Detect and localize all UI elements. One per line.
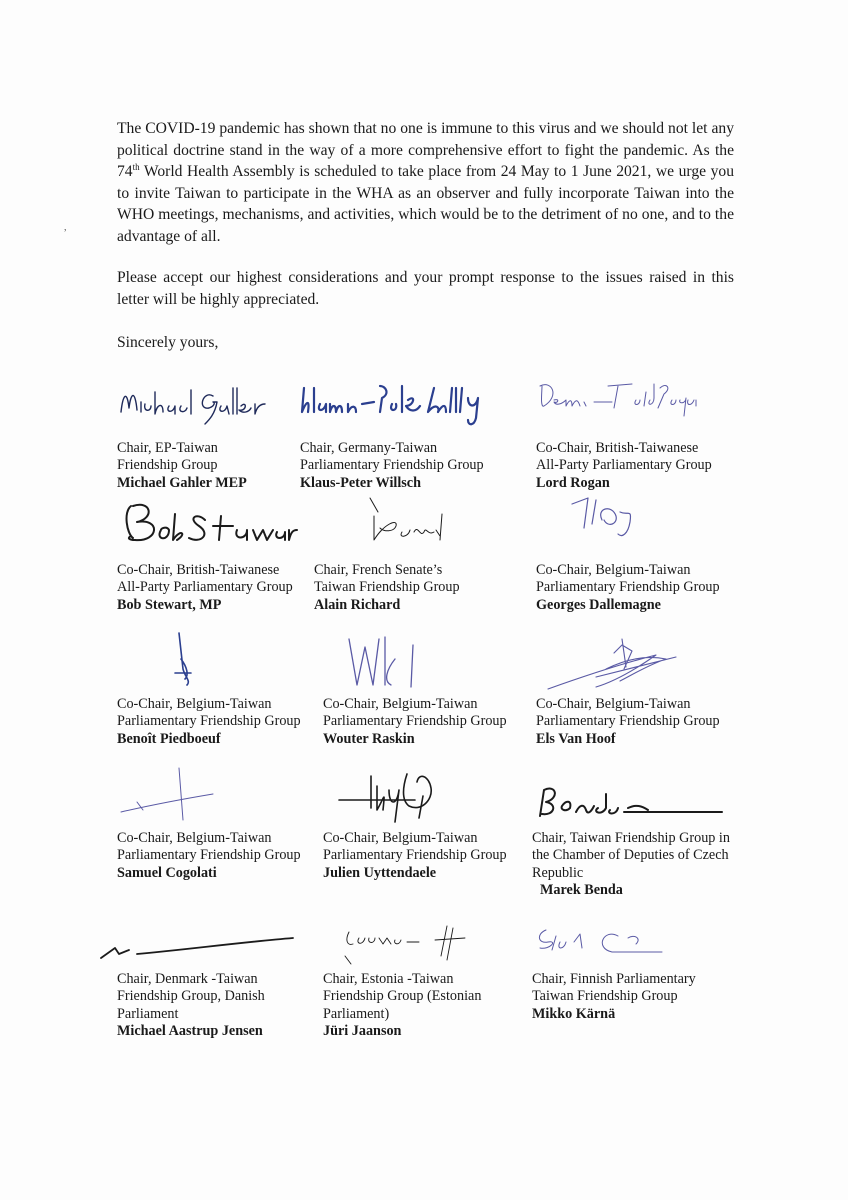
ordinal-superscript: th	[132, 161, 140, 172]
handwritten-signature	[300, 372, 500, 432]
signatory-name: Alain Richard	[314, 596, 401, 613]
signatory-role: Parliamentary Friendship Group	[536, 579, 720, 596]
handwritten-signature	[314, 494, 444, 554]
handwritten-signature	[532, 766, 722, 836]
signatory-role: the Chamber of Deputies of Czech	[532, 847, 729, 864]
handwritten-signature	[532, 920, 692, 970]
handwritten-signature	[117, 629, 237, 699]
signatory-name: Michael Aastrup Jensen	[117, 1023, 263, 1040]
signatory-role: Parliamentary Friendship Group	[117, 847, 301, 864]
signatory-role: Parliament	[117, 1005, 179, 1022]
paragraph-covid-text-b: World Health Assembly is scheduled to take place from 24 May to 1 June 2021, we urge you to invite Taiwan to participate in the WHA as an observer and fully incorporate Taiwan into the WHO meetings, mechanisms, and activities, which would be to the detriment of no one, and to the advantage of all.	[117, 163, 734, 245]
signatory-name: Jüri Jaanson	[323, 1023, 402, 1040]
signatory-role: All-Party Parliamentary Group	[536, 457, 712, 474]
signatory-name: Benoît Piedboeuf	[117, 730, 221, 747]
closing-salutation: Sincerely yours,	[117, 334, 219, 351]
signatory-name: Michael Gahler MEP	[117, 474, 247, 491]
signatory-role: Chair, Finnish Parliamentary	[532, 971, 696, 987]
signatory-role: Chair, French Senate’s	[314, 562, 443, 578]
signatory-role: Co-Chair, Belgium-Taiwan	[536, 562, 691, 578]
signatory-role: Republic	[532, 864, 584, 881]
signatory-role: Co-Chair, British-Taiwanese	[536, 440, 699, 456]
signatory-name: Els Van Hoof	[536, 730, 616, 747]
signatory-role: Parliamentary Friendship Group	[300, 457, 484, 474]
signatory-role: Parliament)	[323, 1005, 390, 1022]
handwritten-signature	[536, 372, 696, 432]
handwritten-signature	[323, 629, 453, 699]
signatory-role: Friendship Group	[117, 457, 218, 474]
handwritten-signature	[117, 372, 277, 432]
signatory-name: Bob Stewart, MP	[117, 596, 222, 613]
signatory-name: Georges Dallemagne	[536, 596, 661, 613]
stray-mark: ,	[64, 222, 67, 233]
signatory-name: Lord Rogan	[536, 474, 610, 491]
signatory-name: Klaus-Peter Willsch	[300, 474, 421, 491]
paragraph-covid	[117, 118, 734, 247]
handwritten-signature	[536, 629, 696, 699]
signatory-role: All-Party Parliamentary Group	[117, 579, 293, 596]
signatory-name: Julien Uyttendaele	[323, 864, 437, 881]
signatory-role: Parliamentary Friendship Group	[117, 713, 301, 730]
signatory-role: Chair, Germany-Taiwan	[300, 440, 438, 456]
handwritten-signature	[536, 494, 656, 554]
signatory-role: Chair, Denmark -Taiwan	[117, 971, 258, 987]
signatory-role: Parliamentary Friendship Group	[323, 713, 507, 730]
signatory-role: Friendship Group, Danish	[117, 988, 265, 1005]
signatory-name: Mikko Kärnä	[532, 1005, 616, 1022]
signatory-role: Co-Chair, Belgium-Taiwan	[117, 696, 272, 712]
signatory-role: Taiwan Friendship Group	[532, 988, 678, 1005]
signatory-role: Parliamentary Friendship Group	[536, 713, 720, 730]
signatory-role: Taiwan Friendship Group	[314, 579, 460, 596]
handwritten-signature	[323, 766, 473, 836]
signatory-role: Chair, EP-Taiwan	[117, 440, 218, 456]
signatory-role: Co-Chair, Belgium-Taiwan	[536, 696, 691, 712]
paragraph-considerations: Please accept our highest considerations and your prompt response to the issues raised in this letter will be highly appreciated.	[117, 269, 734, 308]
signatory-name: Samuel Cogolati	[117, 864, 217, 881]
signatory-role: Friendship Group (Estonian	[323, 988, 482, 1005]
signatory-role: Co-Chair, British-Taiwanese	[117, 562, 280, 578]
handwritten-signature	[93, 920, 293, 970]
signatory-role: Co-Chair, Belgium-Taiwan	[323, 696, 478, 712]
signatory-name: Wouter Raskin	[323, 730, 415, 747]
signatory-role: Co-Chair, Belgium-Taiwan	[117, 830, 272, 846]
signatory-name: Marek Benda	[540, 882, 623, 899]
signatory-role: Co-Chair, Belgium-Taiwan	[323, 830, 478, 846]
signatory-role: Chair, Taiwan Friendship Group in	[532, 830, 730, 846]
handwritten-signature	[117, 766, 237, 836]
signatory-role: Parliamentary Friendship Group	[323, 847, 507, 864]
paragraph-covid-text-a: The COVID-19 pandemic has shown that no one is immune to this virus and we should not let any political doctrine stand in the way of a more comprehensive effort to fight the pandemic. As the 74	[117, 120, 734, 180]
handwritten-signature	[117, 494, 297, 564]
signatory-role: Chair, Estonia -Taiwan	[323, 971, 454, 987]
